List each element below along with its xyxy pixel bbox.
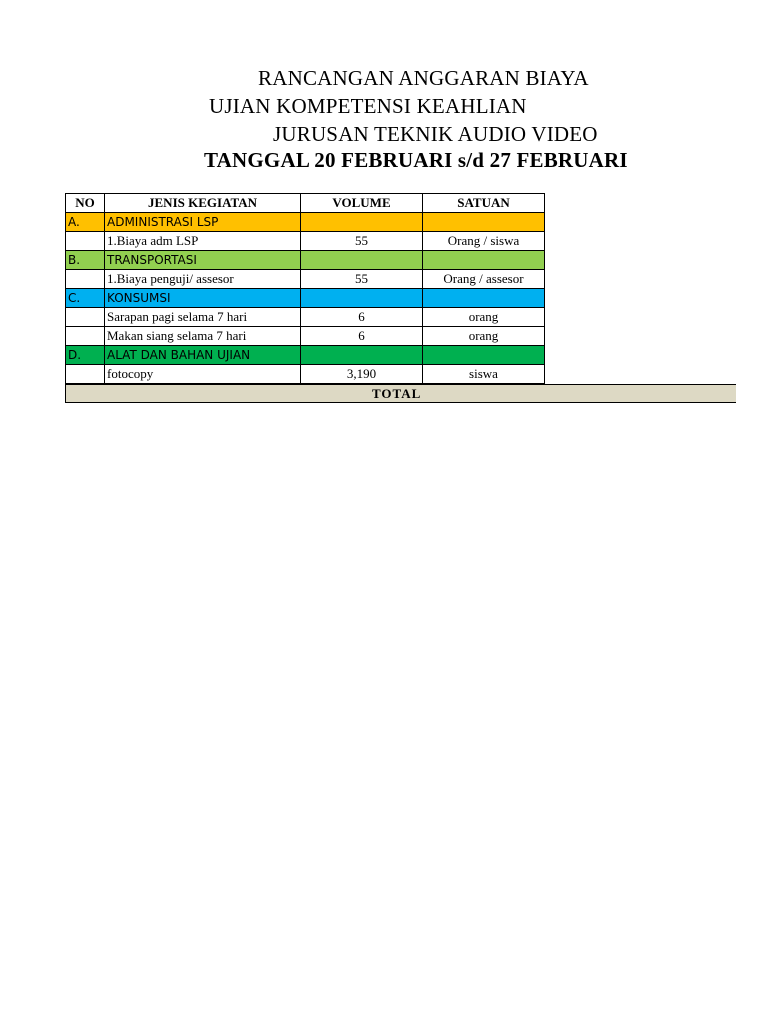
row-item: 1.Biaya penguji/ assesor xyxy=(105,270,301,289)
row-volume: 55 xyxy=(301,270,423,289)
row-no xyxy=(66,365,105,384)
row-satuan: Orang / siswa xyxy=(423,232,545,251)
section-row-a xyxy=(66,213,545,232)
section-no: D. xyxy=(66,346,105,365)
row-item: 1.Biaya adm LSP xyxy=(105,232,301,251)
section-empty-cell xyxy=(423,289,545,308)
row-volume: 3,190 xyxy=(301,365,423,384)
section-label: ALAT DAN BAHAN UJIAN xyxy=(105,346,301,365)
section-no: B. xyxy=(66,251,105,270)
row-item: Makan siang selama 7 hari xyxy=(105,327,301,346)
section-empty-cell xyxy=(301,289,423,308)
total-label: TOTAL xyxy=(372,386,422,401)
section-empty-cell xyxy=(423,213,545,232)
title-line-1: RANCANGAN ANGGARAN BIAYA xyxy=(258,66,589,90)
row-satuan: Orang / assesor xyxy=(423,270,545,289)
table-header-row xyxy=(66,194,545,213)
title-line-4: TANGGAL 20 FEBRUARI s/d 27 FEBRUARI xyxy=(204,148,628,172)
table-row xyxy=(66,327,545,346)
table-row xyxy=(66,270,545,289)
section-empty-cell xyxy=(301,251,423,270)
section-empty-cell xyxy=(423,251,545,270)
row-satuan: siswa xyxy=(423,365,545,384)
col-header-satuan: SATUAN xyxy=(423,194,545,213)
row-item: Sarapan pagi selama 7 hari xyxy=(105,308,301,327)
table-row xyxy=(66,365,545,384)
section-no: C. xyxy=(66,289,105,308)
section-row-c xyxy=(66,289,545,308)
col-header-no: NO xyxy=(66,194,105,213)
row-volume: 6 xyxy=(301,308,423,327)
section-label: ADMINISTRASI LSP xyxy=(105,213,301,232)
section-label: KONSUMSI xyxy=(105,289,301,308)
row-satuan: orang xyxy=(423,308,545,327)
table-row xyxy=(66,232,545,251)
section-no: A. xyxy=(66,213,105,232)
row-no xyxy=(66,270,105,289)
section-row-d xyxy=(66,346,545,365)
budget-table xyxy=(65,193,545,384)
row-no xyxy=(66,327,105,346)
section-empty-cell xyxy=(301,346,423,365)
section-empty-cell xyxy=(301,213,423,232)
row-satuan: orang xyxy=(423,327,545,346)
row-no xyxy=(66,308,105,327)
table-row xyxy=(66,308,545,327)
section-row-b xyxy=(66,251,545,270)
title-line-2: UJIAN KOMPETENSI KEAHLIAN xyxy=(209,94,527,118)
col-header-volume: VOLUME xyxy=(301,194,423,213)
row-volume: 55 xyxy=(301,232,423,251)
row-item: fotocopy xyxy=(105,365,301,384)
col-header-jenis: JENIS KEGIATAN xyxy=(105,194,301,213)
title-line-3: JURUSAN TEKNIK AUDIO VIDEO xyxy=(273,122,598,146)
row-no xyxy=(66,232,105,251)
row-volume: 6 xyxy=(301,327,423,346)
section-empty-cell xyxy=(423,346,545,365)
section-label: TRANSPORTASI xyxy=(105,251,301,270)
